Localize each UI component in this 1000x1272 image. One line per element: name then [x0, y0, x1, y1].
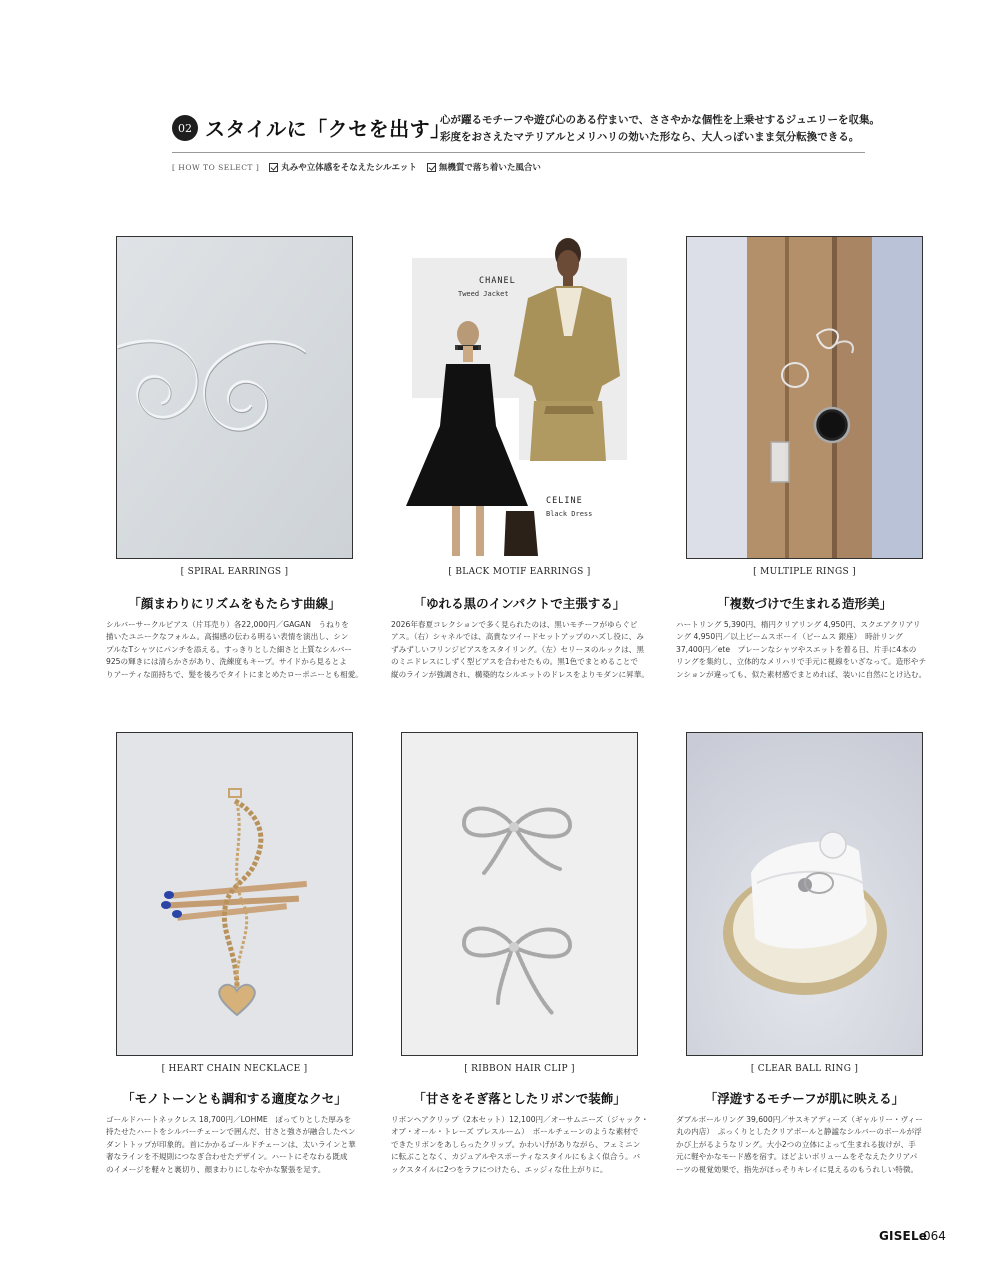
item-body: [391, 1114, 657, 1176]
checkbox-icon: [427, 163, 436, 172]
body-line: 2026年春夏コレクションで多く見られたのは、黒いモチーフがゆらぐピ: [391, 620, 638, 629]
body-line: 元に軽やかなモード感を宿す。ほどよいボリュームをそなえたクリアパ: [676, 1152, 918, 1162]
item-headline: 「甘さをそぎ落としたリボンで装飾」: [413, 1091, 626, 1106]
body-line: りアーティな面持ちで、髪を後ろでタイトにまとめたローポニーとも相愛。: [106, 669, 363, 679]
item-headline: 「浮遊するモチーフが肌に映える」: [704, 1091, 905, 1106]
body-line: アス。（右）シャネルでは、高貴なツイードセットアップのハズし役に、み: [391, 632, 644, 642]
body-line: ダントトップが印象的。首にかかるゴールドチェーンは、太いラインと華: [106, 1139, 356, 1149]
how-to-select-item-text: 丸みや立体感をそなえたシルエット: [281, 163, 417, 173]
page-number: 064: [923, 1229, 946, 1243]
body-line: オブ・オール・トレーズ プレスルーム） ボールチェーンのような素材で: [391, 1127, 639, 1137]
item-category: [ HEART CHAIN NECKLACE ]: [161, 1064, 308, 1074]
description-line: 彩度をおさえたマテリアルとメリハリの効いた形なら、大人っぽいまま気分転換できる。: [440, 131, 860, 143]
body-line: 奢なラインを不規則につなぎ合わせたデザイン。ハートにそなわる既成: [106, 1152, 348, 1162]
chanel-brand-label: CHANEL: [479, 276, 516, 286]
body-line: かび上がるようなリング。大小2つの立体によって生まれる抜けが、手: [676, 1139, 916, 1149]
section-title: スタイルに「クセを出す」: [205, 117, 451, 141]
body-line: 描いたユニークなフォルム。高揚感の伝わる明るい表情を演出し、シン: [106, 632, 349, 642]
item-category: [ RIBBON HAIR CLIP ]: [464, 1064, 575, 1074]
body-line: リングを集約し、立体的なメリハリで手元に視線をいざなって。造形やテ: [676, 657, 927, 667]
body-line: ゴールドハートネックレス 18,700円／LOHME ぽってりとした厚みを: [106, 1115, 352, 1124]
item-headline: 「複数づけで生まれる造形美」: [716, 596, 892, 611]
item-category: [ CLEAR BALL RING ]: [750, 1064, 859, 1074]
runway-collage-photo: [406, 236, 632, 561]
item-category: [ MULTIPLE RINGS ]: [753, 567, 856, 577]
header-divider: [172, 152, 865, 153]
item-body: [391, 619, 657, 681]
description-line: 心が躍るモチーフや遊び心のある佇まいで、ささやかな個性を上乗せするジュエリーを収集。: [440, 114, 881, 126]
section-description: [440, 112, 881, 146]
checkbox-icon: [269, 163, 278, 172]
body-line: ックスタイルに2つをラフにつけたら、エッジィな仕上がりに。: [391, 1164, 608, 1174]
body-line: プルなTシャツにパンチを添える。すっきりとした細さと上質なシルバー: [106, 644, 353, 654]
how-to-select: [172, 161, 541, 173]
heart-chain-necklace-photo: [116, 732, 353, 1056]
clear-ball-ring-photo: [686, 732, 923, 1056]
how-to-select-label: [ HOW TO SELECT ]: [172, 162, 260, 172]
magazine-logo: GISELe: [879, 1229, 928, 1243]
section-number-badge: [172, 115, 198, 141]
body-line: ダブルボールリング 39,600円／サスキアディーズ（ギャルリー・ヴィー: [676, 1115, 923, 1124]
body-line: ンションが違っても、似た素材感でまとめれば、装いに自然にとけ込む。: [676, 669, 927, 679]
item-body: [106, 1114, 372, 1176]
body-line: シルバーサークルピアス（片耳売り）各22,000円／GAGAN うねりを: [106, 620, 349, 629]
body-line: 925の輝きには清らかさがあり、洗練度もキープ。サイドから見るとよ: [106, 657, 347, 667]
body-line: 丸の内店） ぷっくりとしたクリアボールと静謐なシルバーのボールが浮: [676, 1127, 922, 1137]
chanel-item-label: Tweed Jacket: [458, 290, 509, 298]
item-headline: 「ゆれる黒のインパクトで主張する」: [413, 596, 626, 611]
how-to-select-item-text: 無機質で落ち着いた風合い: [438, 163, 541, 173]
body-line: 37,400円／ete プレーンなシャツやスエットを着る日、片手に4本の: [676, 644, 917, 654]
item-headline: 「顔まわりにリズムをもたらす曲線」: [128, 596, 341, 611]
body-line: リボンヘアクリップ（2本セット）12,100円／オーサムニーズ（ジャック・: [391, 1115, 649, 1124]
item-headline: 「モノトーンとも調和する適度なクセ」: [122, 1091, 347, 1106]
item-category: [ BLACK MOTIF EARRINGS ]: [448, 567, 591, 577]
body-line: に転ぶことなく、カジュアルやスポーティなスタイルにもよく似合う。バ: [391, 1152, 641, 1162]
body-line: できたリボンをあしらったクリップ。かわいげがありながら、フェミニン: [391, 1139, 641, 1149]
item-category: [ SPIRAL EARRINGS ]: [180, 567, 289, 577]
body-line: ずみずしいフリンジピアスをスタイリング。（左）セリーヌのルックは、黒: [391, 644, 644, 654]
body-line: ーツの視覚効果で、指先がほっそりキレイに見えるのもうれしい特徴。: [676, 1164, 919, 1174]
body-line: 持たせたハートをシルバーチェーンで囲んだ、甘さと強さが融合したペン: [106, 1127, 356, 1137]
body-line: 縦のラインが強調され、構築的なシルエットのドレスをよりモダンに昇華。: [391, 669, 649, 679]
spiral-earrings-photo: [116, 236, 353, 559]
how-to-select-item: [427, 161, 541, 173]
multiple-rings-photo: [686, 236, 923, 559]
celine-brand-label: CELINE: [546, 496, 583, 506]
item-body: [676, 619, 942, 681]
body-line: のイメージを軽々と裏切り、顔まわりにしなやかな緊張を足す。: [106, 1164, 326, 1174]
section-number: 02: [178, 121, 192, 135]
body-line: ング 4,950円／以上ビームスボーイ（ビームス 銀座） 時計リング: [676, 632, 903, 642]
celine-item-label: Black Dress: [546, 510, 593, 518]
body-line: ハートリング 5,390円、楕円クリアリング 4,950円、スクエアクリアリ: [676, 620, 921, 629]
how-to-select-item: [269, 161, 417, 173]
item-body: [676, 1114, 942, 1176]
ribbon-hair-clip-photo: [401, 732, 638, 1056]
item-body: [106, 619, 372, 681]
body-line: のミニドレスにしずく型ピアスを合わせたもの。黒1色でまとめることで: [391, 657, 638, 667]
